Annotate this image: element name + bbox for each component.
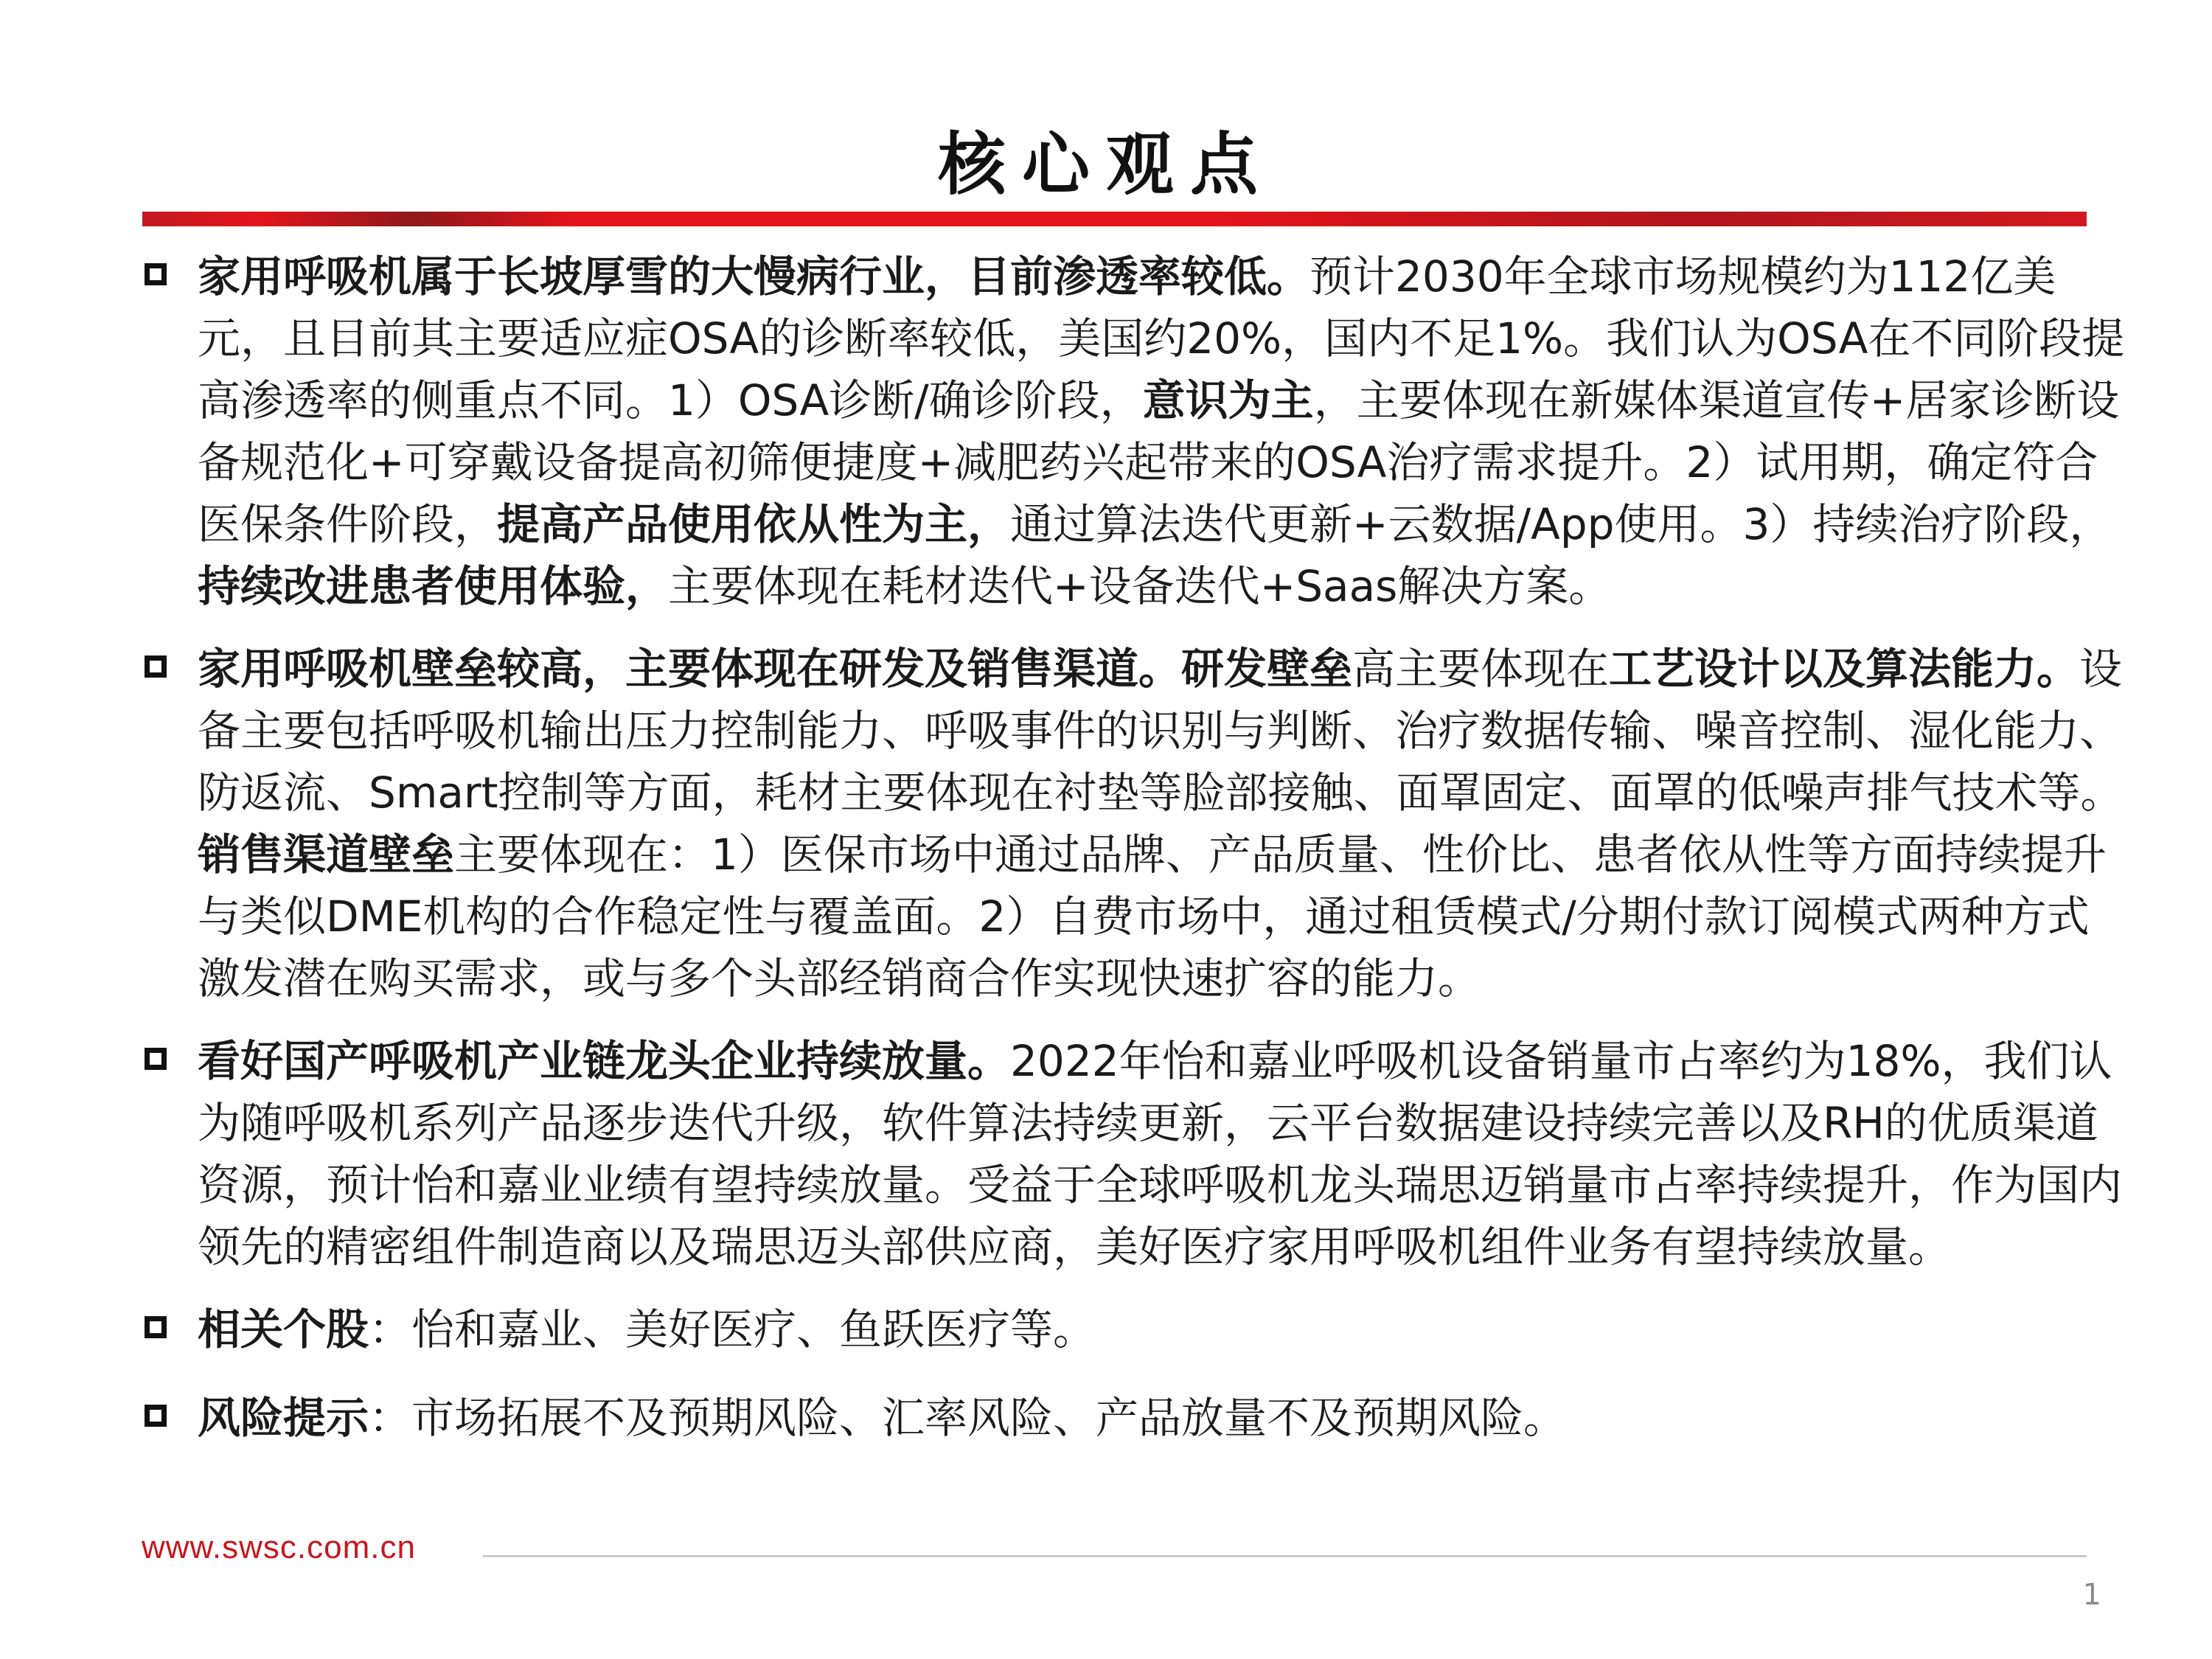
key-point-2-body-a: 高主要体现在 xyxy=(1352,644,1610,694)
key-point-2-emphasis-b: 销售渠道壁垒 xyxy=(198,830,455,880)
square-bullet-icon xyxy=(145,1316,167,1338)
key-point-1-emphasis-b: 提高产品使用依从性为主， xyxy=(497,499,1011,549)
key-point-1 xyxy=(140,246,2131,617)
page-title: 核心观点 xyxy=(937,125,1274,204)
key-point-1-body-b: ，主要体现在新媒体渠道宣传+居家诊断设备规范化+可穿戴设备提高初筛便捷度+减肥药兴起带来的OSA治疗需求提升。2）试用期，确定符合医保条件阶段， xyxy=(198,375,2120,549)
footer-website-link[interactable]: www.swsc.com.cn xyxy=(142,1529,416,1565)
key-point-2-body-c: 主要体现在：1）医保市场中通过品牌、产品质量、性价比、患者依从性等方面持续提升与类似DME机构的合作稳定性与覆盖面。2）自费市场中，通过租赁模式/分期付款订阅模式两种方式激发潜在购买需求，或与多个头部经销商合作实现快速扩容的能力。 xyxy=(198,830,2107,1004)
key-point-3 xyxy=(140,1030,2131,1278)
key-point-5-text xyxy=(198,1387,2131,1449)
key-point-3-heading: 看好国产呼吸机产业链龙头企业持续放量。 xyxy=(198,1036,1011,1086)
title-underline-bar xyxy=(142,212,2087,226)
key-point-1-text xyxy=(198,246,2131,617)
key-point-1-emphasis-a: 意识为主 xyxy=(1142,375,1314,425)
key-point-5-body: ：市场拓展不及预期风险、汇率风险、产品放量不及预期风险。 xyxy=(369,1393,1567,1443)
key-point-2-heading: 家用呼吸机壁垒较高，主要体现在研发及销售渠道。研发壁垒 xyxy=(198,644,1353,694)
key-point-1-emphasis-c: 持续改进患者使用体验， xyxy=(198,561,669,611)
key-point-5 xyxy=(140,1387,2131,1449)
square-bullet-icon xyxy=(145,263,167,285)
key-point-4-text xyxy=(198,1298,2131,1360)
key-point-2-emphasis-a: 工艺设计以及算法能力。 xyxy=(1609,644,2080,694)
key-point-4-heading: 相关个股 xyxy=(198,1304,369,1354)
footer-divider xyxy=(483,1555,2087,1557)
key-point-3-text xyxy=(198,1030,2131,1278)
square-bullet-icon xyxy=(145,1048,167,1070)
key-point-2-body-b: 设备主要包括呼吸机输出压力控制能力、呼吸事件的识别与判断、治疗数据传输、噪音控制、湿化能力、防返流、Smart控制等方面，耗材主要体现在衬垫等脸部接触、面罩固定、面罩的低噪声排气技术等。 xyxy=(198,644,2124,818)
key-point-4 xyxy=(140,1298,2131,1360)
key-point-2 xyxy=(140,638,2131,1009)
square-bullet-icon xyxy=(145,655,167,678)
square-bullet-icon xyxy=(145,1405,167,1427)
key-point-5-heading: 风险提示 xyxy=(198,1393,369,1443)
key-point-2-text xyxy=(198,638,2131,1009)
key-point-3-body: 2022年怡和嘉业呼吸机设备销量市占率约为18%，我们认为随呼吸机系列产品逐步迭代升级，软件算法持续更新，云平台数据建设持续完善以及RH的优质渠道资源，预计怡和嘉业业绩有望持续放量。受益于全球呼吸机龙头瑞思迈销量市占率持续提升，作为国内领先的精密组件制造商以及瑞思迈头部供应商，美好医疗家用呼吸机组件业务有望持续放量。 xyxy=(198,1036,2123,1272)
page-number: 1 xyxy=(2082,1578,2101,1612)
key-point-1-heading: 家用呼吸机属于长坡厚雪的大慢病行业，目前渗透率较低。 xyxy=(198,251,1310,302)
key-points-list xyxy=(140,246,2131,1449)
key-point-1-body-d: 主要体现在耗材迭代+设备迭代+Saas解决方案。 xyxy=(668,561,1612,611)
key-point-1-body-c: 通过算法迭代更新+云数据/App使用。3）持续治疗阶段， xyxy=(1010,499,2112,549)
key-point-1-body-a: 预计2030年全球市场规模约为112亿美元，且目前其主要适应症OSA的诊断率较低，美国约20%，国内不足1%。我们认为OSA在不同阶段提高渗透率的侧重点不同。1）OSA诊断/确诊阶段， xyxy=(198,251,2125,425)
key-point-4-body: ：怡和嘉业、美好医疗、鱼跃医疗等。 xyxy=(369,1304,1096,1354)
